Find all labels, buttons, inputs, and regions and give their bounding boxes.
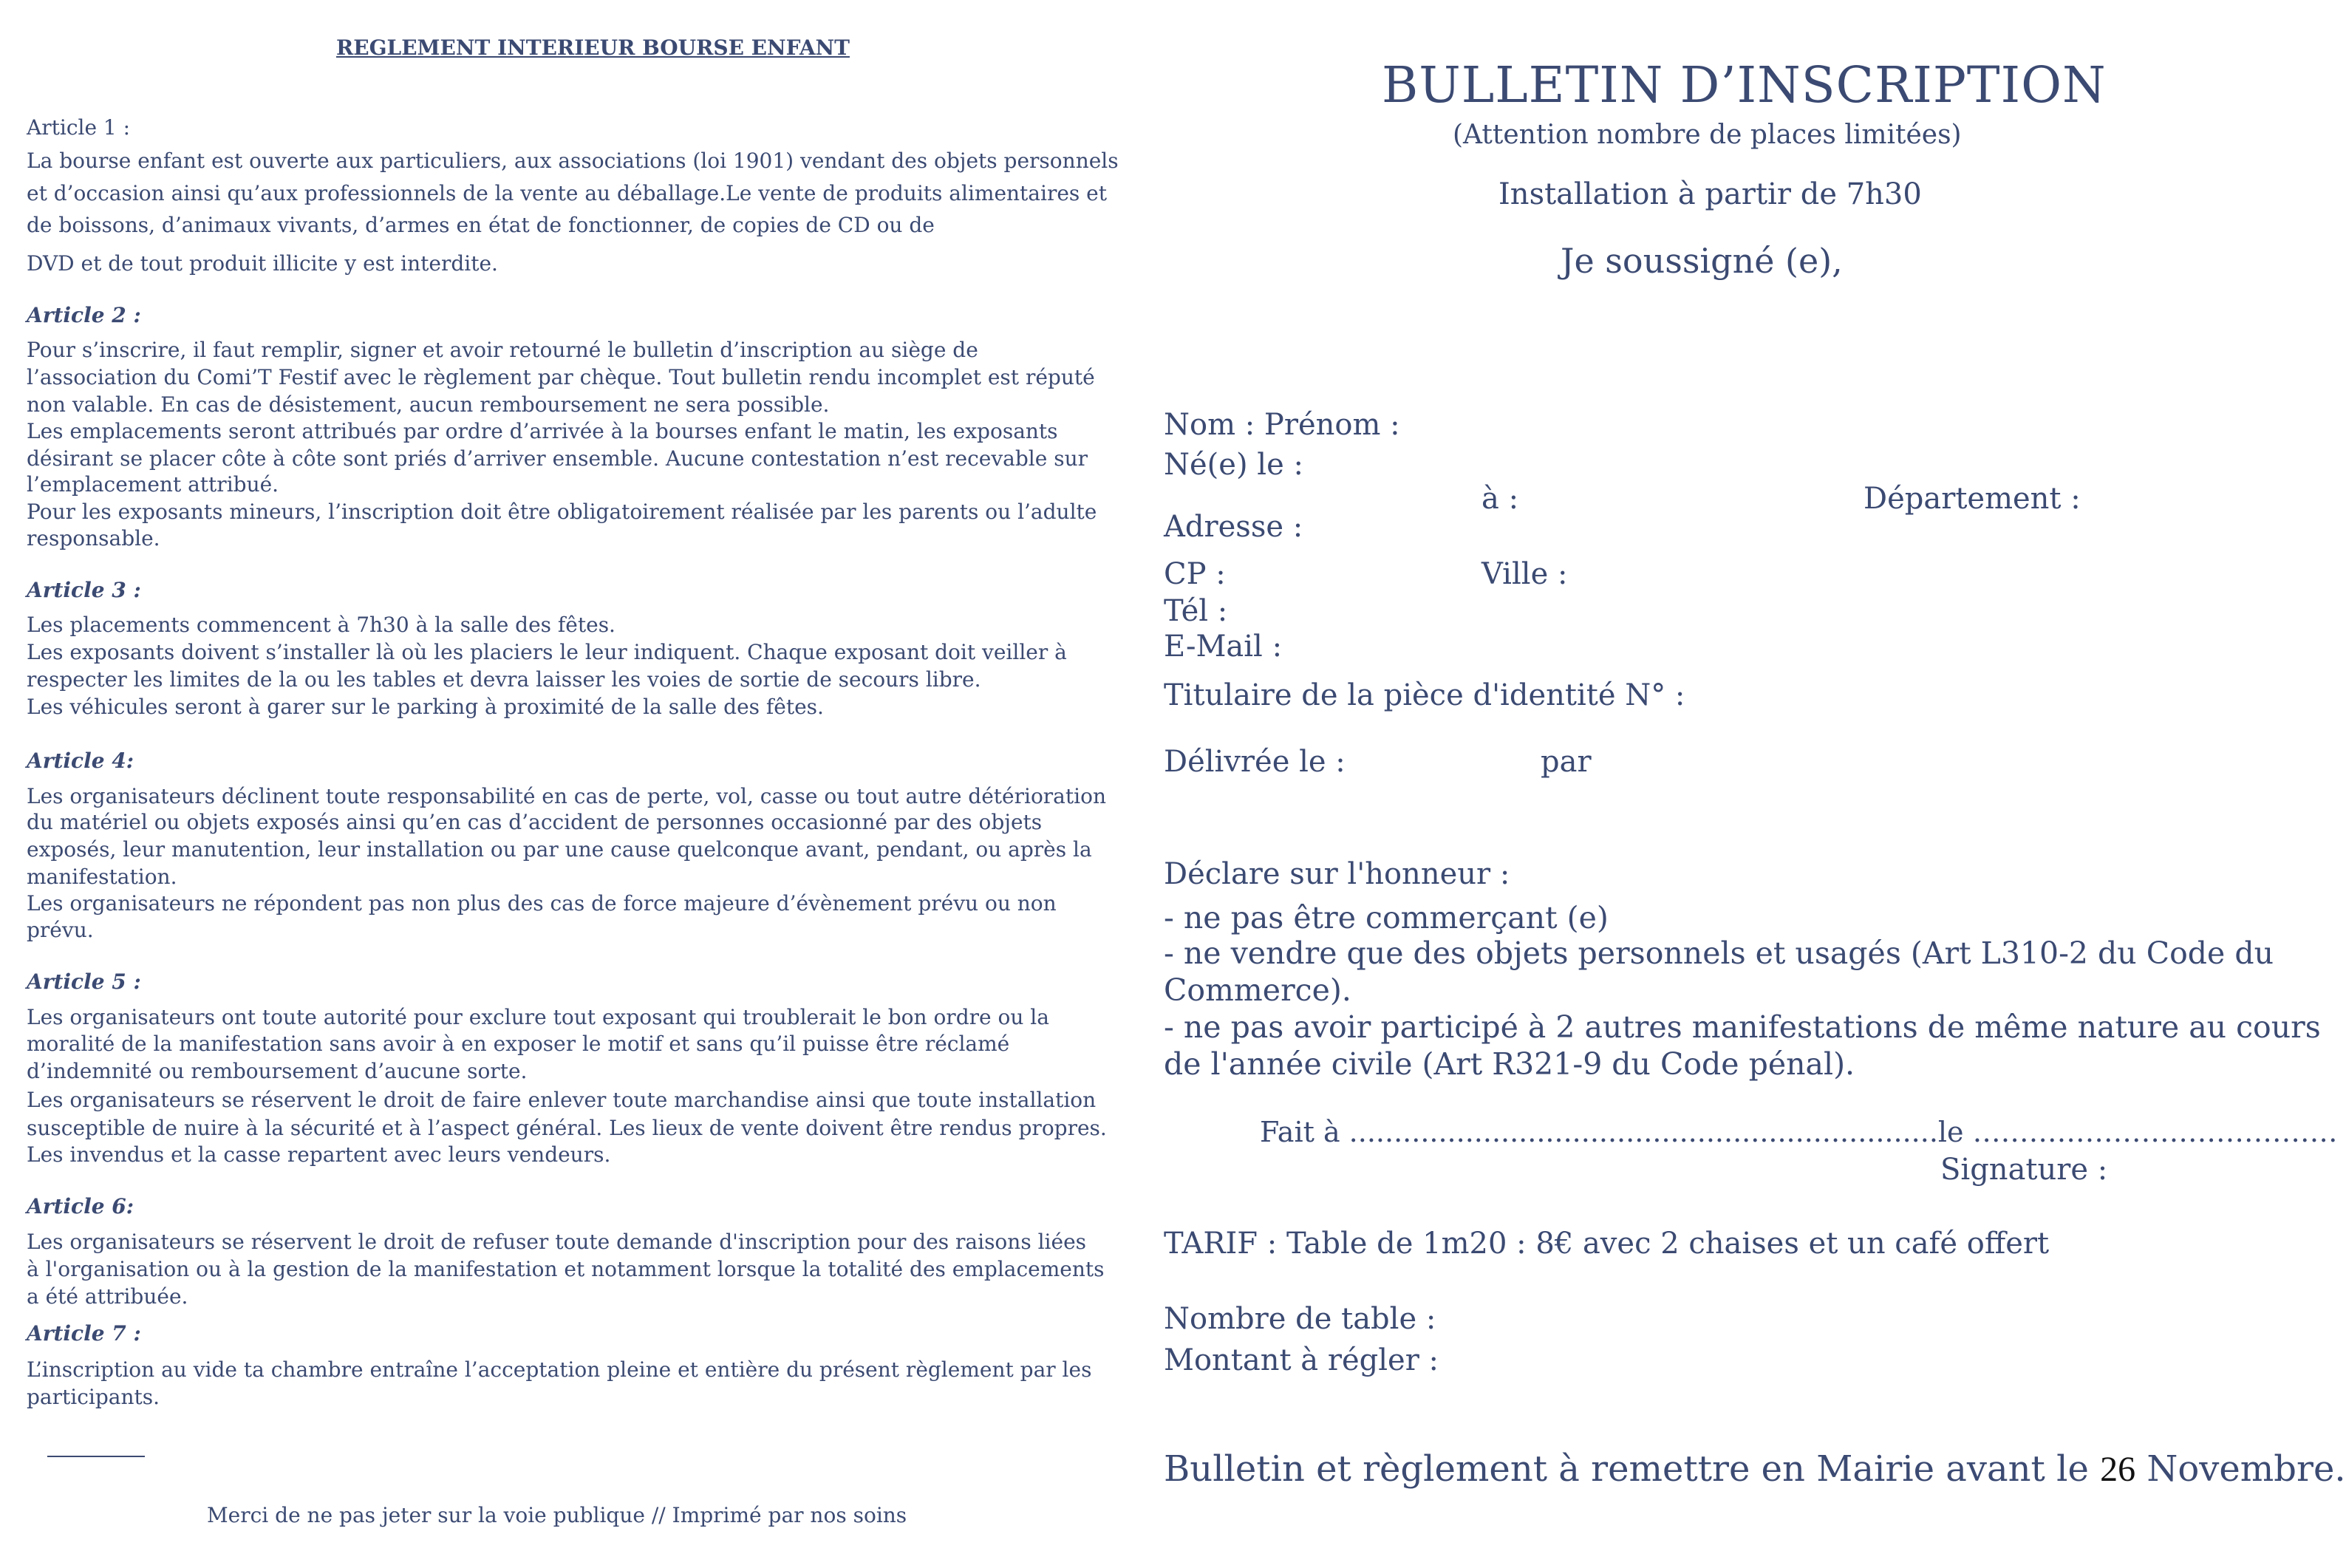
article-1-line: de boissons, d’animaux vivants, d’armes en état de fonctionner, de copies de CD ou de [27, 213, 935, 237]
city-label: Ville : [1481, 557, 1568, 591]
article-5-heading: Article 5 : [27, 969, 141, 994]
id-holder-label: Titulaire de la pièce d'identité N° : [1164, 678, 1685, 712]
article-1-line: et d’occasion ainsi qu’aux professionnels de la vente au déballage.Le vente de produits alimentaires et [27, 181, 1108, 205]
article-5-line: Les organisateurs ont toute autorité pour exclure tout exposant qui troublerait le bon ordre ou la [27, 1005, 1049, 1029]
declaration-item: Commerce). [1164, 972, 1351, 1008]
article-3-heading: Article 3 : [27, 578, 141, 602]
rules-title: REGLEMENT INTERIEUR BOURSE ENFANT [336, 35, 850, 60]
birthplace-label: à : [1481, 482, 1519, 516]
address-label: Adresse : [1164, 510, 1303, 544]
article-4-line: exposés, leur manutention, leur installation ou par une cause quelconque avant, pendant, ou après la [27, 837, 1092, 862]
article-3-line: respecter les limites de la ou les tables et devra laisser les voies de sortie de secours libre. [27, 667, 981, 692]
article-4-line: prévu. [27, 918, 94, 942]
article-2-line: l’emplacement attribué. [27, 472, 279, 497]
article-5-line: susceptible de nuire à la sécurité et à l’aspect général. Les lieux de vente doivent être rendus propres. [27, 1116, 1107, 1140]
issued-label: Délivrée le : [1164, 745, 1346, 779]
article-6-heading: Article 6: [27, 1194, 134, 1218]
declaration-item: de l'année civile (Art R321-9 du Code pénal). [1164, 1046, 1855, 1082]
article-3-line: Les véhicules seront à garer sur le parking à proximité de la salle des fêtes. [27, 695, 824, 719]
article-6-line: a été attribuée. [27, 1284, 188, 1309]
return-text: Bulletin et règlement à remettre en Mairie avant le [1164, 1448, 2101, 1490]
install-time: Installation à partir de 7h30 [1498, 177, 1922, 211]
article-4-heading: Article 4: [27, 749, 134, 773]
birthdate-label: Né(e) le : [1164, 448, 1303, 482]
article-2-line: Pour les exposants mineurs, l’inscription doit être obligatoirement réalisée par les parents ou l’adulte [27, 500, 1097, 524]
article-5-line: Les invendus et la casse repartent avec leurs vendeurs. [27, 1142, 611, 1167]
article-5-line: moralité de la manifestation sans avoir à en exposer le motif et sans qu’il puisse être réclamé [27, 1032, 1010, 1056]
article-2-line: responsable. [27, 526, 160, 550]
declaration-item: - ne pas être commerçant (e) [1164, 900, 1609, 935]
article-5-line: Les organisateurs se réservent le droit de faire enlever toute marchandise ainsi que toute installation [27, 1088, 1097, 1112]
article-7-line: participants. [27, 1385, 160, 1409]
form-title: BULLETIN D’INSCRIPTION [1382, 56, 2107, 114]
postcode-label: CP : [1164, 557, 1226, 591]
place-date-line: Fait à ..................................................................le ………………………………… [1260, 1116, 2338, 1148]
declaration-item: - ne pas avoir participé à 2 autres manifestations de même nature au cours [1164, 1009, 2321, 1045]
amount-label: Montant à régler : [1164, 1343, 1439, 1377]
article-2-heading: Article 2 : [27, 303, 141, 327]
footnote-divider [47, 1456, 145, 1457]
article-3-line: Les exposants doivent s’installer là où les placiers le leur indiquent. Chaque exposant doit veiller à [27, 640, 1067, 664]
article-2-line: Pour s’inscrire, il faut remplir, signer et avoir retourné le bulletin d’inscription au siège de [27, 338, 978, 362]
article-1-line: DVD et de tout produit illicite y est interdite. [27, 251, 498, 276]
signature-label: Signature : [1940, 1153, 2108, 1187]
article-7-heading: Article 7 : [27, 1321, 141, 1346]
name-label: Nom : Prénom : [1164, 408, 1400, 442]
article-6-line: Les organisateurs se réservent le droit de refuser toute demande d'inscription pour des raisons liées [27, 1230, 1087, 1254]
article-2-line: désirant se placer côte à côte sont priés d’arriver ensemble. Aucune contestation n’est recevable sur [27, 446, 1088, 471]
declaration-heading: Déclare sur l'honneur : [1164, 857, 1510, 891]
rules-footer: Merci de ne pas jeter sur la voie publique // Imprimé par nos soins [207, 1503, 907, 1527]
article-5-line: d’indemnité ou remboursement d’aucune sorte. [27, 1059, 528, 1083]
article-4-line: Les organisateurs ne répondent pas non plus des cas de force majeure d’évènement prévu ou non [27, 891, 1057, 916]
return-instructions [1164, 1448, 2346, 1490]
issued-by-label: par [1541, 745, 1592, 779]
rules-section [27, 0, 1119, 1568]
email-label: E-Mail : [1164, 630, 1283, 664]
declaration-item: - ne vendre que des objets personnels et usagés (Art L310-2 du Code du [1164, 935, 2274, 971]
article-2-line: l’association du Comi’T Festif avec le règlement par chèque. Tout bulletin rendu incomplet est réputé [27, 365, 1095, 389]
phone-label: Tél : [1164, 594, 1228, 628]
article-4-line: Les organisateurs déclinent toute responsabilité en cas de perte, vol, casse ou tout autre détérioration [27, 784, 1106, 808]
return-month: Novembre. [2135, 1448, 2346, 1490]
article-4-line: du matériel ou objets exposés ainsi qu’en cas d’accident de personnes occasionné par des objets [27, 810, 1043, 834]
intro-text: Je soussigné (e), [1561, 241, 1843, 281]
table-count-label: Nombre de table : [1164, 1302, 1436, 1336]
department-label: Département : [1863, 482, 2081, 516]
tariff-text: TARIF : Table de 1m20 : 8€ avec 2 chaises et un café offert [1164, 1227, 2050, 1261]
article-2-line: Les emplacements seront attribués par ordre d’arrivée à la bourses enfant le matin, les exposants [27, 419, 1058, 443]
article-6-line: à l'organisation ou à la gestion de la manifestation et notamment lorsque la totalité des emplacements [27, 1257, 1105, 1281]
form-subtitle: (Attention nombre de places limitées) [1453, 120, 1962, 150]
article-1-line: La bourse enfant est ouverte aux particuliers, aux associations (loi 1901) vendant des objets personnels [27, 149, 1119, 173]
article-2-line: non valable. En cas de désistement, aucun remboursement ne sera possible. [27, 392, 830, 417]
article-1-heading: Article 1 : [27, 115, 131, 140]
return-day: 26 [2100, 1450, 2136, 1489]
article-3-line: Les placements commencent à 7h30 à la salle des fêtes. [27, 613, 616, 637]
article-4-line: manifestation. [27, 865, 177, 889]
article-7-line: L’inscription au vide ta chambre entraîne l’acceptation pleine et entière du présent règlement par les [27, 1357, 1092, 1382]
